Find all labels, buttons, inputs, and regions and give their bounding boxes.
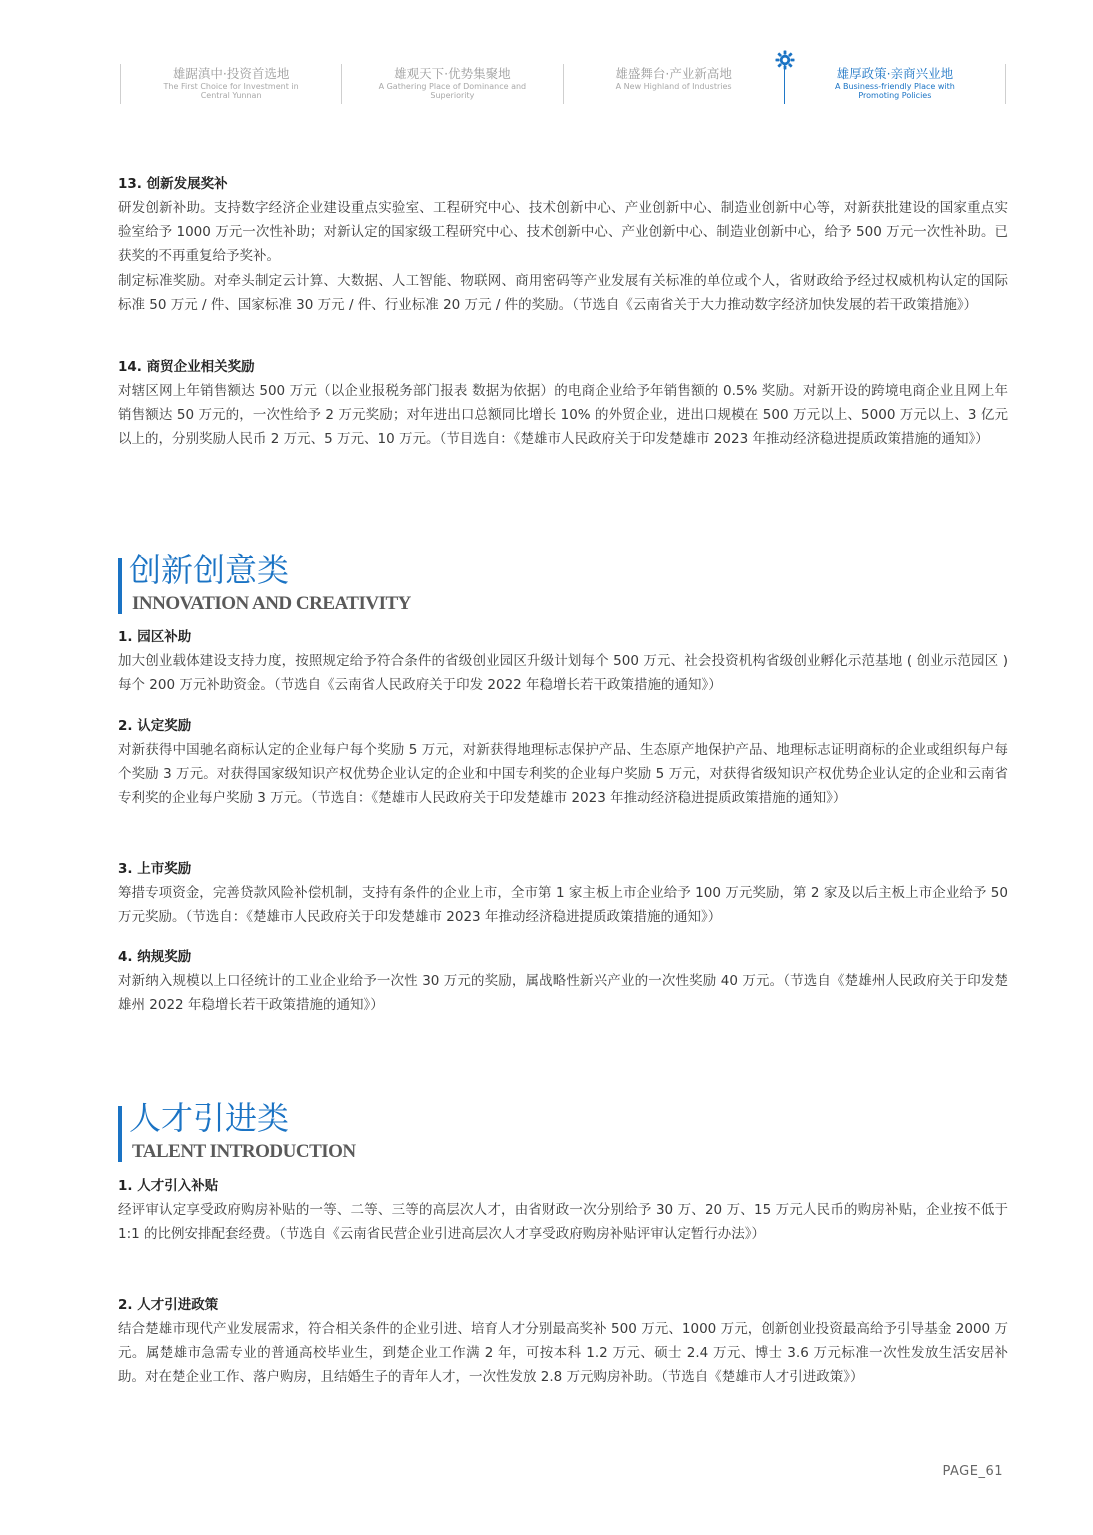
innovation-item-4 <box>118 945 1008 1017</box>
nav-item-en: The First Choice for Investment in Central Yunnan <box>163 82 299 100</box>
header-nav <box>120 64 1006 104</box>
section-title: 1. 人才引入补贴 <box>118 1178 219 1194</box>
paragraph: 对新获得中国驰名商标认定的企业每户每个奖励 5 万元，对新获得地理标志保护产品、生态原产地保护产品、地理标志证明商标的企业或组织每户每个奖励 3 万元。对获得国家级知识产权优势企业认定的企业和中国专利奖的企业每户奖励 5 万元，对获得省级知识产权优势企业认定的企业和云南省专利奖的企业每户奖励 3 万元。（节选自：《楚雄市人民政府关于印发楚雄市 2023 年推动经济稳进提质政策措施的通知》） <box>118 742 1008 807</box>
innovation-item-2 <box>118 714 1008 811</box>
section-title: 4. 纳规奖励 <box>118 949 192 965</box>
paragraph: 筹措专项资金，完善贷款风险补偿机制，支持有条件的企业上市，全市第 1 家主板上市企业给予 100 万元奖励，第 2 家及以后主板上市企业给予 50 万元奖励。（节选自：《楚雄市人民政府关于印发楚雄市 2023 年推动经济稳进提质政策措施的通知》） <box>118 885 1008 926</box>
talent-item-2 <box>118 1293 1008 1390</box>
innovation-item-3 <box>118 857 1008 929</box>
nav-item-dominance[interactable] <box>341 64 562 104</box>
category-title-en: INNOVATION AND CREATIVITY <box>132 593 411 614</box>
paragraph: 制定标准奖励。对牵头制定云计算、大数据、人工智能、物联网、商用密码等产业发展有关标准的单位或个人，省财政给予经过权威机构认定的国际标准 50 万元 / 件、国家标准 30 万元 / 件、行业标准 20 万元 / 件的奖励。（节选自《云南省关于大力推动数字经济加快发展的若干政策措施》） <box>118 272 1008 313</box>
nav-item-policies[interactable] <box>784 64 1006 104</box>
paragraph: 对辖区网上年销售额达 500 万元（以企业报税务部门报表 数据为依据）的电商企业给予年销售额的 0.5% 奖励。对新开设的跨境电商企业且网上年销售额达 50 万元的，一次性给予 2 万元奖励；对年进出口总额同比增长 10% 的外贸企业，进出口规模在 500 万元以上、5000 万元以上、3 亿元以上的，分别奖励人民币 2 万元、5 万元、10 万元。（节目选自：《楚雄市人民政府关于印发楚雄市 2023 年推动经济稳进提质政策措施的通知》） <box>118 383 1008 448</box>
gear-icon <box>775 50 795 70</box>
paragraph: 加大创业载体建设支持力度，按照规定给予符合条件的省级创业园区升级计划每个 500 万元、社会投资机构省级创业孵化示范基地 ( 创业示范园区 ) 每个 200 万元补助资金。（节选自《云南省人民政府关于印发 2022 年稳增长若干政策措施的通知》） <box>118 653 1008 694</box>
section-14 <box>118 355 1008 452</box>
nav-item-zh: 雄观天下·优势集聚地 <box>394 66 511 81</box>
nav-item-en: A Business-friendly Place with Promoting Policies <box>834 82 955 100</box>
nav-item-zh: 雄踞滇中·投资首选地 <box>172 66 290 81</box>
section-title: 2. 人才引进政策 <box>118 1297 219 1313</box>
nav-item-zh: 雄盛舞台·产业新高地 <box>615 66 732 81</box>
paragraph: 研发创新补助。支持数字经济企业建设重点实验室、工程研究中心、技术创新中心、产业创新中心、制造业创新中心等，对新获批建设的国家重点实验室给予 1000 万元一次性补助；对新认定的国家级工程研究中心、技术创新中心、产业创新中心、制造业创新中心，给予 500 万元一次性补助。已获奖的不再重复给予奖补。 <box>118 200 1008 265</box>
category-title-en: TALENT INTRODUCTION <box>132 1141 356 1162</box>
nav-item-investment[interactable] <box>120 64 341 104</box>
innovation-item-1 <box>118 625 1008 697</box>
section-title: 14. 商贸企业相关奖励 <box>118 359 255 375</box>
nav-item-zh: 雄厚政策·亲商兴业地 <box>836 66 954 81</box>
talent-item-1 <box>118 1174 1008 1246</box>
paragraph: 对新纳入规模以上口径统计的工业企业给予一次性 30 万元的奖励，属战略性新兴产业的一次性奖励 40 万元。（节选自《楚雄州人民政府关于印发楚雄州 2022 年稳增长若干政策措施的通知》） <box>118 973 1008 1014</box>
category-title-zh: 人才引进类 <box>129 1099 290 1137</box>
category-title-zh: 创新创意类 <box>129 551 290 589</box>
paragraph: 结合楚雄市现代产业发展需求，符合相关条件的企业引进、培育人才分别最高奖补 500 万元、1000 万元，创新创业投资最高给予引导基金 2000 万元。属楚雄市急需专业的普通高校毕业生，到楚企业工作满 2 年，可按本科 1.2 万元、硕士 2.4 万元、博士 3.6 万元标准一次性发放生活安居补助。对在楚企业工作、落户购房，且结婚生子的青年人才，一次性发放 2.8 万元购房补助。（节选自《楚雄市人才引进政策》） <box>118 1321 1008 1386</box>
nav-item-industries[interactable] <box>563 64 784 104</box>
section-title: 1. 园区补助 <box>118 629 192 645</box>
section-title: 2. 认定奖励 <box>118 718 192 734</box>
accent-bar <box>118 558 122 614</box>
nav-item-en: A Gathering Place of Dominance and Superiority <box>378 82 527 100</box>
section-title: 3. 上市奖励 <box>118 861 192 877</box>
accent-bar <box>118 1106 122 1162</box>
page-number: PAGE_61 <box>942 1464 1003 1479</box>
section-13 <box>118 172 1008 317</box>
paragraph: 经评审认定享受政府购房补贴的一等、二等、三等的高层次人才，由省财政一次分别给予 30 万、20 万、15 万元人民币的购房补贴，企业按不低于 1:1 的比例安排配套经费。（节选自《云南省民营企业引进高层次人才享受政府购房补贴评审认定暂行办法》） <box>118 1202 1008 1243</box>
nav-item-en: A New Highland of Industries <box>615 82 732 91</box>
section-title: 13. 创新发展奖补 <box>118 176 228 192</box>
